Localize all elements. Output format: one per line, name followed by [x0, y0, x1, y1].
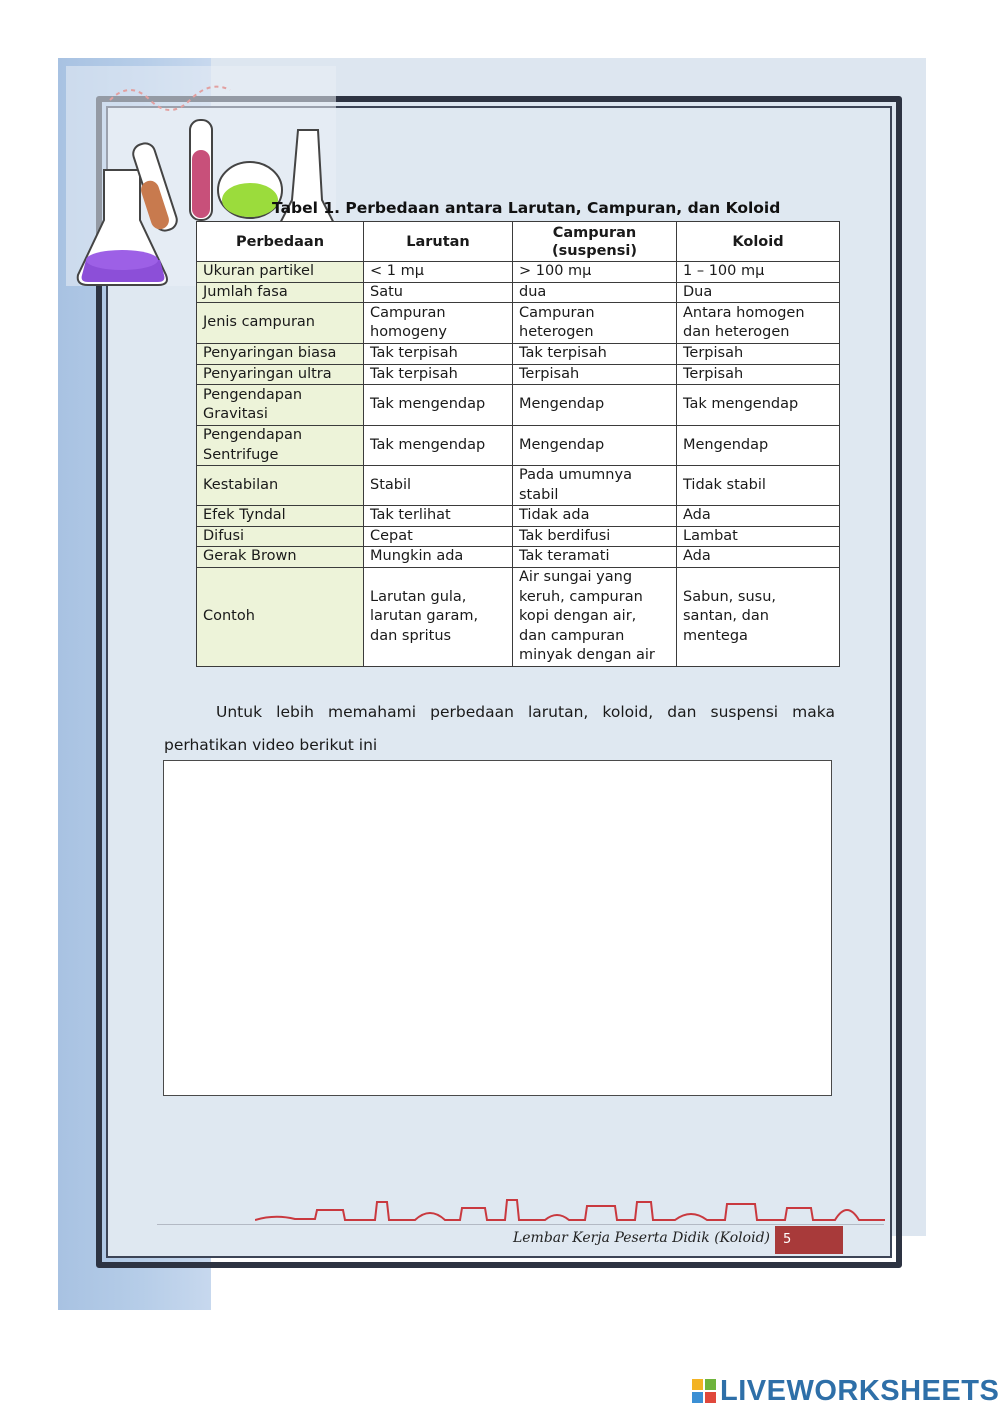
table-cell: 1 – 100 mμ: [677, 262, 840, 283]
table-cell: Tidak stabil: [677, 466, 840, 506]
table-row: [197, 426, 840, 466]
comparison-table: [196, 221, 840, 667]
liveworksheets-brand[interactable]: [692, 1374, 999, 1408]
table-cell: Campuran heterogen: [513, 303, 677, 344]
table-cell: Sabun, susu, santan, dan mentega: [677, 568, 840, 667]
liveworksheets-logo-icon: [692, 1379, 716, 1403]
header-campuran: Campuran (suspensi): [513, 222, 677, 262]
table-cell: Tak terpisah: [364, 364, 513, 385]
header-koloid: Koloid: [677, 222, 840, 262]
table-cell: Ada: [677, 506, 840, 527]
table-cell: Antara homogen dan heterogen: [677, 303, 840, 344]
page-number: 5: [775, 1226, 843, 1254]
row-label-cell: Jumlah fasa: [197, 282, 364, 303]
table-caption: Tabel 1. Perbedaan antara Larutan, Campuran, dan Koloid: [272, 199, 781, 217]
brand-name: LIVEWORKSHEETS: [720, 1374, 1000, 1407]
table-row: [197, 568, 840, 667]
table-row: [197, 303, 840, 344]
test-tube-red: [190, 120, 212, 220]
row-label-cell: Pengendapan Sentrifuge: [197, 426, 364, 466]
table-cell: Tak mengendap: [677, 385, 840, 426]
table-cell: Terpisah: [677, 364, 840, 385]
table-cell: < 1 mμ: [364, 262, 513, 283]
decorative-skyline-border: [255, 1192, 885, 1228]
table-cell: Cepat: [364, 526, 513, 547]
table-cell: Satu: [364, 282, 513, 303]
row-label-cell: Jenis campuran: [197, 303, 364, 344]
table-cell: Mengendap: [513, 426, 677, 466]
table-cell: Tak mengendap: [364, 426, 513, 466]
footer-divider: [157, 1224, 884, 1225]
intro-text: Untuk lebih memahami perbedaan larutan, koloid, dan suspensi maka perhatikan video berikut ini: [164, 703, 835, 754]
table-cell: Air sungai yang keruh, campuran kopi dengan air, dan campuran minyak dengan air: [513, 568, 677, 667]
table-row: [197, 364, 840, 385]
header-larutan: Larutan: [364, 222, 513, 262]
table-cell: Mungkin ada: [364, 547, 513, 568]
row-label-cell: Pengendapan Gravitasi: [197, 385, 364, 426]
row-label-cell: Difusi: [197, 526, 364, 547]
table-cell: Tak terpisah: [364, 344, 513, 365]
row-label-cell: Kestabilan: [197, 466, 364, 506]
table-cell: Dua: [677, 282, 840, 303]
row-label-cell: Gerak Brown: [197, 547, 364, 568]
table-cell: Ada: [677, 547, 840, 568]
footer-title: Lembar Kerja Peserta Didik (Koloid): [512, 1230, 770, 1246]
row-label-cell: Contoh: [197, 568, 364, 667]
table-cell: Tak berdifusi: [513, 526, 677, 547]
table-cell: Stabil: [364, 466, 513, 506]
table-cell: Tidak ada: [513, 506, 677, 527]
table-row: [197, 385, 840, 426]
table-row: [197, 344, 840, 365]
table-row: [197, 506, 840, 527]
table-cell: Pada umumnya stabil: [513, 466, 677, 506]
table-cell: dua: [513, 282, 677, 303]
table-row: [197, 262, 840, 283]
video-embed-area[interactable]: [163, 760, 832, 1096]
table-row: [197, 526, 840, 547]
table-cell: Campuran homogeny: [364, 303, 513, 344]
table-cell: Mengendap: [513, 385, 677, 426]
table-cell: Tak terpisah: [513, 344, 677, 365]
table-header-row: [197, 222, 840, 262]
table-cell: Tak teramati: [513, 547, 677, 568]
table-row: [197, 547, 840, 568]
table-cell: Terpisah: [677, 344, 840, 365]
table-cell: Larutan gula, larutan garam, dan spritus: [364, 568, 513, 667]
table-row: [197, 466, 840, 506]
intro-paragraph: [164, 696, 835, 762]
row-label-cell: Penyaringan biasa: [197, 344, 364, 365]
table-cell: Terpisah: [513, 364, 677, 385]
row-label-cell: Penyaringan ultra: [197, 364, 364, 385]
table-row: [197, 282, 840, 303]
table-cell: Tak terlihat: [364, 506, 513, 527]
row-label-cell: Efek Tyndal: [197, 506, 364, 527]
table-cell: Mengendap: [677, 426, 840, 466]
table-cell: Lambat: [677, 526, 840, 547]
row-label-cell: Ukuran partikel: [197, 262, 364, 283]
table-cell: Tak mengendap: [364, 385, 513, 426]
table-cell: > 100 mμ: [513, 262, 677, 283]
header-perbedaan: Perbedaan: [197, 222, 364, 262]
table-body: [197, 262, 840, 667]
